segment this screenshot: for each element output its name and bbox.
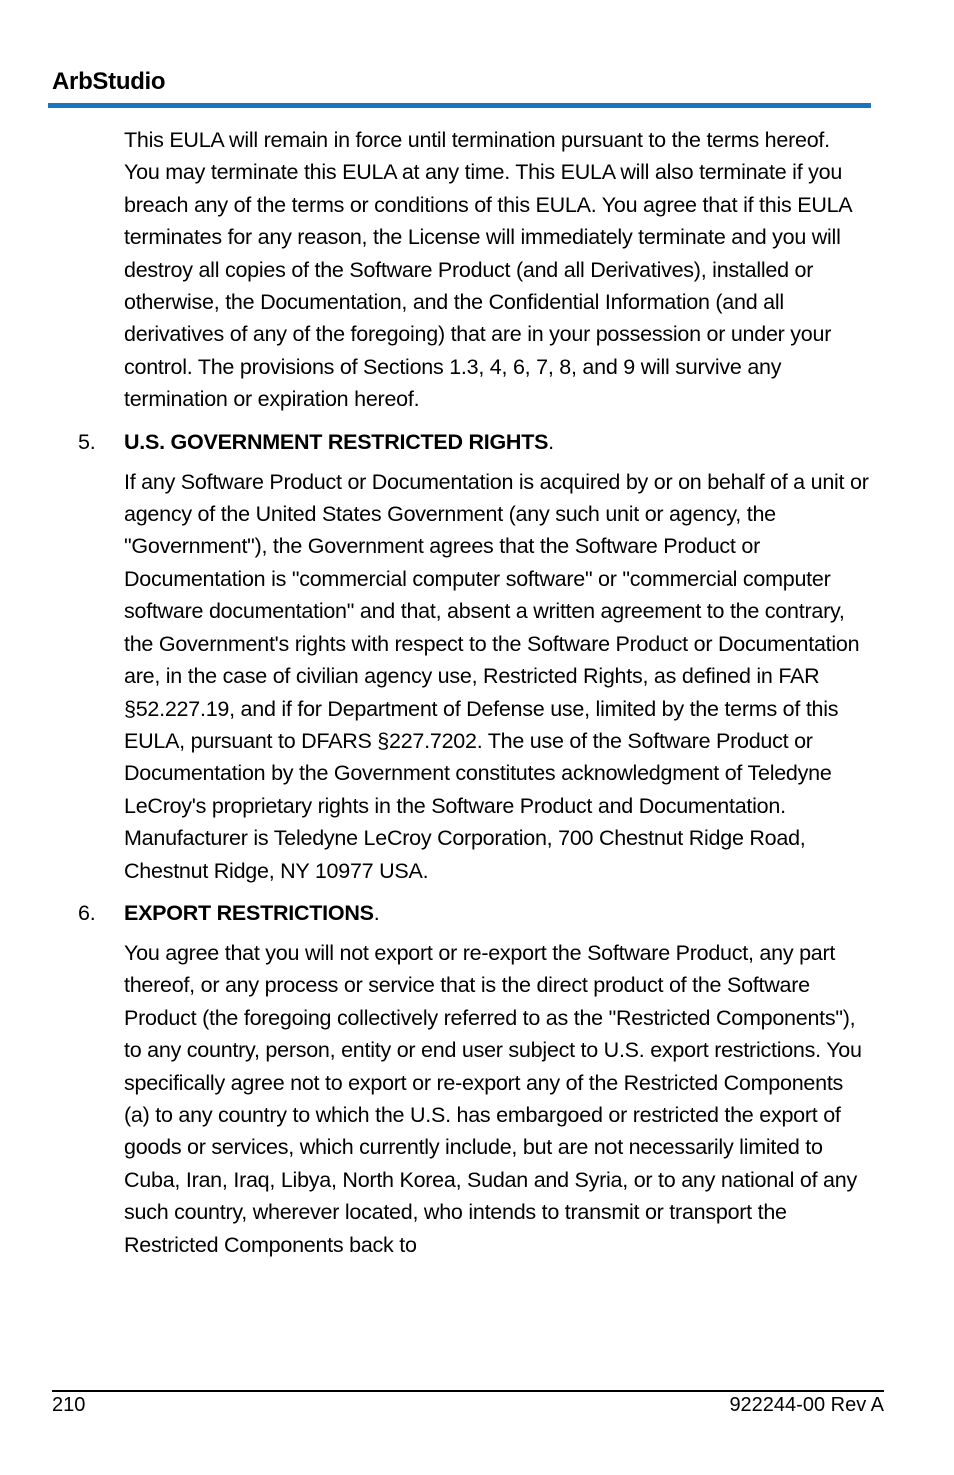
section-5-title: U.S. GOVERNMENT RESTRICTED RIGHTS	[124, 429, 549, 454]
section-5-number: 5.	[78, 429, 96, 454]
document-id: 922244-00 Rev A	[729, 1394, 884, 1416]
page-number: 210	[52, 1394, 86, 1416]
section-6-title-suffix: .	[373, 900, 380, 925]
section-5-title-suffix: .	[548, 429, 554, 454]
section-6-number: 6.	[78, 900, 96, 925]
section-6-title: EXPORT RESTRICTIONS	[124, 900, 374, 925]
section-6-paragraph: You agree that you will not export or re-export the Software Product, any part thereof, or any process or service that is the direct product of the Software Product (the foregoing collectively referred to as the "Restricted Components"), to any country, person, entity or end user subject to U.S. export restrictions. You specifically agree not to export or re-export any of the Restricted Components (a) to any country to which the U.S. has embargoed or restricted the export of goods or services, which currently include, but are not necessarily limited to Cuba, Iran, Iraq, Libya, North Korea, Sudan and Syria, or to any national of any such country, wherever located, who intends to transmit or transport the Restricted Components back to	[124, 940, 862, 1257]
section-6-heading	[78, 897, 870, 929]
section-5-heading	[78, 426, 870, 458]
termination-paragraph: This EULA will remain in force until termination pursuant to the terms hereof. You may terminate this EULA at any time. This EULA will also terminate if you breach any of the terms or conditions of this EULA. You agree that if this EULA terminates for any reason, the License will immediately terminate and you will destroy all copies of the Software Product (and all Derivatives), installed or otherwise, the Documentation, and the Confidential Information (and all derivatives of any of the foregoing) that are in your possession or under your control. The provisions of Sections 1.3, 4, 6, 7, 8, and 9 will survive any termination or expiration hereof.	[124, 128, 852, 412]
page-content	[78, 124, 870, 1261]
page-header-title: ArbStudio	[52, 68, 166, 95]
footer-rule	[52, 1390, 884, 1392]
section-5-paragraph: If any Software Product or Documentation is acquired by or on behalf of a unit or agency of the United States Government (any such unit or agency, the "Government"), the Government agrees that the Software Product or Documentation is "commercial computer software" or "commercial computer software documentation" and that, absent a written agreement to the contrary, the Government's rights with respect to the Software Product or Documentation are, in the case of civilian agency use, Restricted Rights, as defined in FAR §52.227.19, and if for Department of Defense use, limited by the terms of this EULA, pursuant to DFARS §227.7202. The use of the Software Product or Documentation by the Government constitutes acknowledgment of Teledyne LeCroy's proprietary rights in the Software Product and Documentation. Manufacturer is Teledyne LeCroy Corporation, 700 Chestnut Ridge Road, Chestnut Ridge, NY 10977 USA.	[124, 469, 869, 883]
